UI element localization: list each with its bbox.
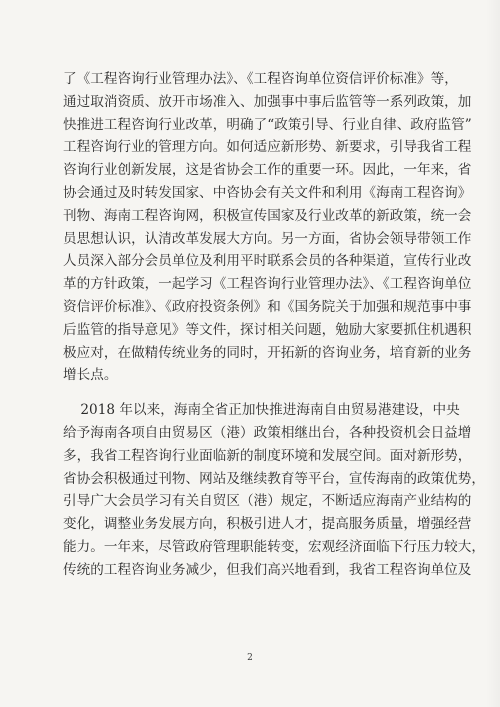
text-line: 通过取消资质、放开市场准入、加强事中事后监管等一系列政策，加 — [63, 93, 472, 110]
text-line: 给予海南各项自由贸易区（港）政策相继出台，各种投资机会日益增 — [63, 424, 472, 441]
text-line: 变化，调整业务发展方向，积极引进人才，提高服务质量，增强经营 — [63, 516, 472, 533]
text-line: 咨询行业创新发展，这是省协会工作的重要一环。因此，一年来，省 — [63, 162, 472, 179]
paragraph-2 — [63, 399, 486, 581]
text-line: 刊物、海南工程咨询网，积极宣传国家及行业改革的新政策，统一会 — [63, 207, 472, 224]
text-line: 人员深入部分会员单位及利用平时联系会员的各种渠道，宣传行业改 — [63, 253, 472, 270]
text-line: 引导广大会员学习有关自贸区（港）规定，不断适应海南产业结构的 — [63, 493, 472, 510]
body-text — [63, 68, 486, 582]
paragraph-spacing — [63, 387, 413, 399]
text-line: 后监管的指导意见》等文件，探讨相关问题，勉励大家要抓住机遇积 — [63, 321, 472, 338]
text-line: 革的方针政策，一起学习《工程咨询行业管理办法》、《工程咨询单位 — [63, 276, 472, 293]
scan-edge-shadow — [486, 0, 500, 707]
text-line: 快推进工程咨询行业改革，明确了“政策引导、行业自律、政府监管” — [63, 116, 472, 133]
text-line: 协会通过及时转发国家、中咨协会有关文件和利用《海南工程咨询》 — [63, 184, 472, 201]
text-line: 传统的工程咨询业务减少，但我们高兴地看到，我省工程咨询单位及 — [63, 561, 472, 578]
text-line: 资信评价标准》、《政府投资条例》和《国务院关于加强和规范事中事 — [63, 298, 472, 315]
page-number: 2 — [247, 653, 253, 663]
text-line: 工程咨询行业的管理方向。如何适应新形势、新要求，引导我省工程 — [63, 139, 472, 156]
text-line: 省协会积极通过刊物、网站及继续教育等平台，宣传海南的政策优势， — [63, 470, 486, 487]
text-line: 了《工程咨询行业管理办法》、《工程咨询单位资信评价标准》等， — [63, 71, 458, 87]
text-line: 2018 年以来，海南全省正加快推进海南自由贸易港建设，中央 — [63, 402, 460, 419]
text-line: 能力。一年来，尽管政府管理职能转变，宏观经济面临下行压力较大， — [63, 538, 486, 555]
paragraph-1 — [63, 68, 472, 387]
text-line: 员思想认识，认清改革发展大方向。另一方面，省协会领导带领工作 — [63, 230, 472, 247]
text-line: 多，我省工程咨询行业面临新的制度环境和发展空间。面对新形势， — [63, 447, 472, 464]
text-line: 极应对，在做精传统业务的同时，开拓新的咨询业务，培育新的业务 — [63, 344, 472, 361]
text-line: 增长点。 — [63, 367, 118, 384]
